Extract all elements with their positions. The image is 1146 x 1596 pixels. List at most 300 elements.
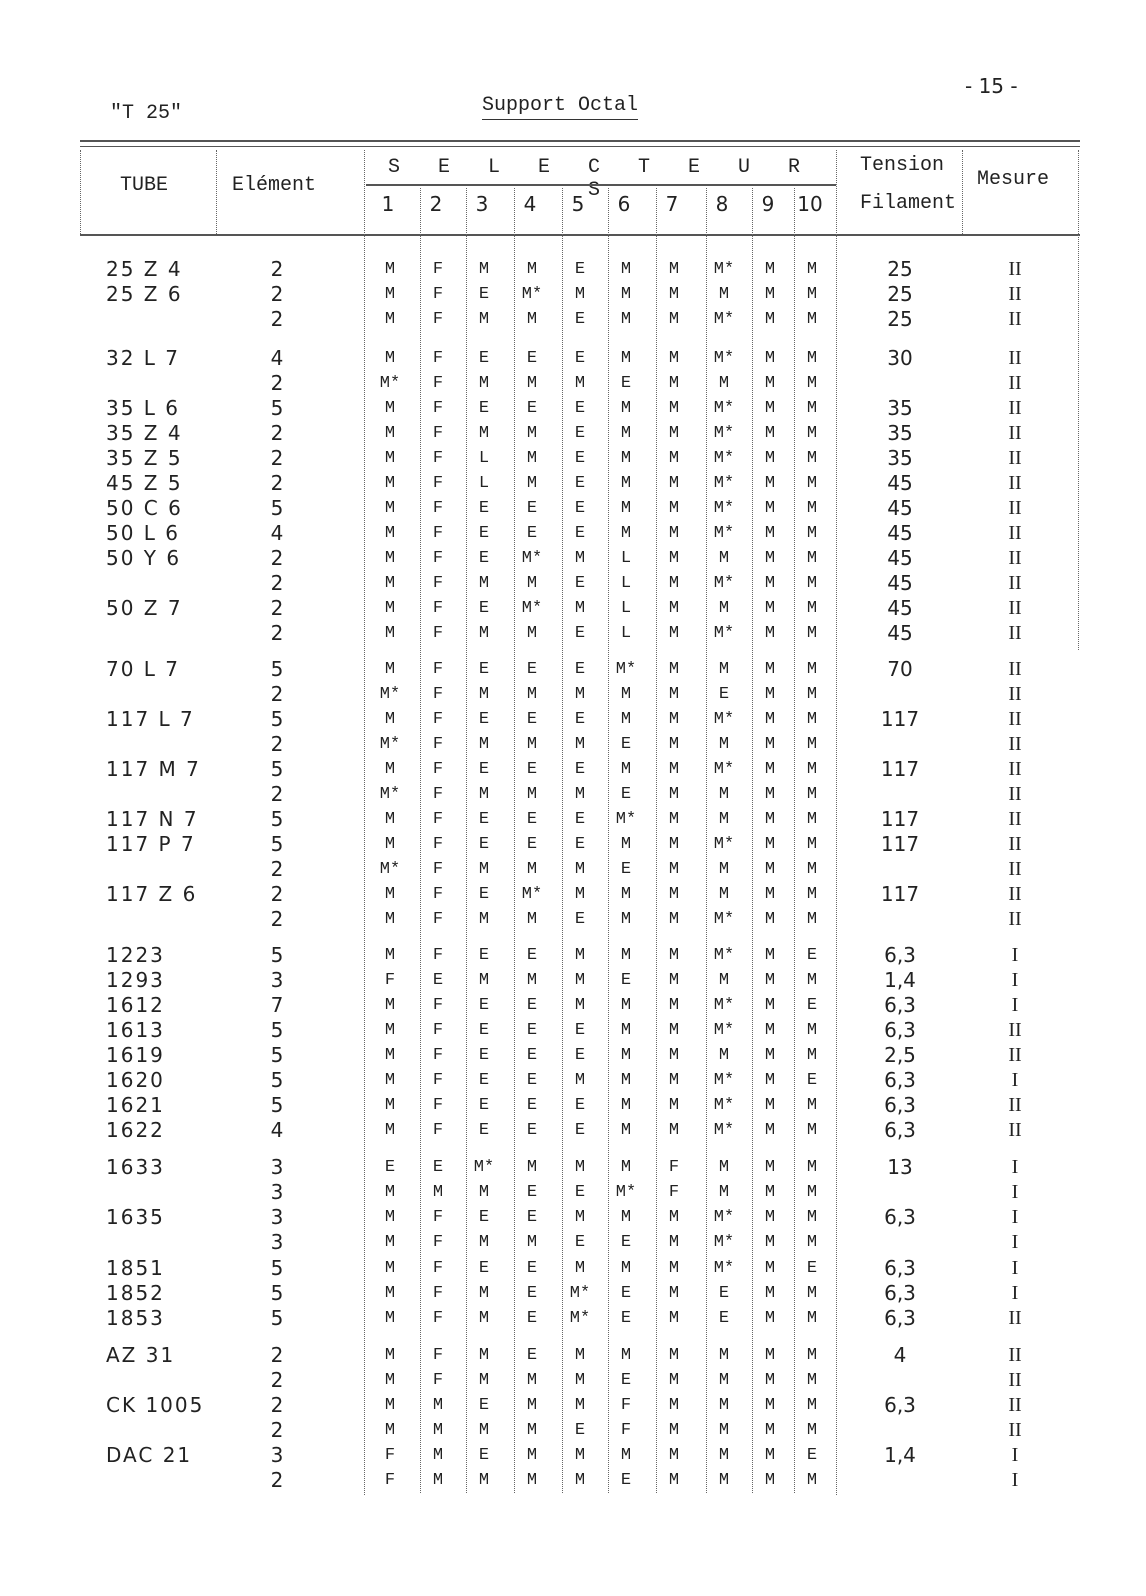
tube-name: 25 Z 6 — [106, 282, 183, 306]
selector-value: M — [620, 1208, 632, 1227]
selector-value: M — [764, 549, 776, 568]
selector-value: M — [668, 260, 680, 279]
selector-value: M — [718, 1446, 730, 1465]
selector-value: M — [806, 374, 818, 393]
tension-value: 6,3 — [884, 1306, 916, 1330]
mesure-value: II — [1008, 708, 1022, 730]
selector-value: M — [806, 260, 818, 279]
col-header-element: Elément — [232, 174, 317, 197]
selector-value: M — [668, 835, 680, 854]
selector-value: F — [432, 310, 444, 329]
tube-name: 117 P 7 — [106, 832, 196, 856]
selector-value: L — [620, 574, 632, 593]
selector-value: M — [384, 285, 396, 304]
selector-value: M — [574, 685, 586, 704]
mesure-value: II — [1008, 258, 1022, 280]
selector-value: F — [432, 785, 444, 804]
selector-value: E — [526, 1309, 538, 1328]
element-count: 5 — [270, 396, 284, 420]
selector-value: E — [620, 860, 632, 879]
element-count: 2 — [270, 621, 284, 645]
mesure-value: II — [1008, 547, 1022, 569]
selector-value: M — [764, 860, 776, 879]
selector-value: M — [384, 1096, 396, 1115]
selector-value: M — [620, 474, 632, 493]
selector-value: M — [718, 785, 730, 804]
selector-value: M — [478, 1471, 490, 1490]
selector-value: M — [620, 1346, 632, 1365]
mesure-value: II — [1008, 1019, 1022, 1041]
selector-value: M — [574, 599, 586, 618]
selector-value: M — [478, 1233, 490, 1252]
element-count: 2 — [270, 782, 284, 806]
selector-value: M — [526, 860, 538, 879]
tension-value: 6,3 — [884, 1205, 916, 1229]
selector-value: M — [384, 1071, 396, 1090]
tube-name: 1851 — [106, 1256, 165, 1280]
selector-value: E — [620, 1471, 632, 1490]
selector-value: M — [806, 399, 818, 418]
selector-value: M — [668, 1371, 680, 1390]
selector-value: E — [526, 1096, 538, 1115]
selector-value: F — [432, 1259, 444, 1278]
col-header-selecteurs: S E L E C T E U R S — [387, 156, 814, 202]
selector-value: E — [526, 660, 538, 679]
selector-value: M — [574, 1208, 586, 1227]
mesure-value: I — [1011, 1206, 1019, 1228]
selector-value: M — [806, 1208, 818, 1227]
selector-value: M — [478, 1309, 490, 1328]
selector-value: M — [764, 760, 776, 779]
element-count: 2 — [270, 546, 284, 570]
tension-value: 45 — [887, 521, 913, 545]
selector-value: M* — [713, 424, 735, 443]
selector-value: E — [574, 524, 586, 543]
tube-name: 45 Z 5 — [106, 471, 183, 495]
selector-value: E — [526, 710, 538, 729]
selector-value: M — [764, 1233, 776, 1252]
selector-value: M* — [379, 685, 401, 704]
selector-value: M — [574, 785, 586, 804]
selector-value: M — [668, 399, 680, 418]
tension-value: 117 — [880, 707, 920, 731]
selector-value: E — [526, 1284, 538, 1303]
selector-value: L — [620, 549, 632, 568]
selector-value: M — [432, 1471, 444, 1490]
mesure-value: II — [1008, 283, 1022, 305]
tension-value: 13 — [887, 1155, 913, 1179]
selector-value: F — [432, 1371, 444, 1390]
selector-value: M — [384, 996, 396, 1015]
selector-value: E — [620, 785, 632, 804]
selector-value: M* — [713, 946, 735, 965]
selector-value: M — [574, 1471, 586, 1490]
selector-value: M — [384, 549, 396, 568]
mesure-value: I — [1011, 944, 1019, 966]
selector-value: M* — [615, 660, 637, 679]
selector-value: E — [478, 1021, 490, 1040]
selector-value: M — [764, 1021, 776, 1040]
selector-value: M — [668, 349, 680, 368]
selector-value: E — [620, 735, 632, 754]
selector-value: M — [526, 374, 538, 393]
selector-value: M — [718, 549, 730, 568]
mesure-value: II — [1008, 658, 1022, 680]
selector-value: M — [668, 735, 680, 754]
element-count: 7 — [270, 993, 284, 1017]
selector-value: M — [764, 1396, 776, 1415]
selector-value: M — [668, 624, 680, 643]
selector-value: M — [668, 1046, 680, 1065]
selector-value: M — [806, 574, 818, 593]
selector-value: M — [668, 285, 680, 304]
tension-value: 117 — [880, 882, 920, 906]
selector-value: M — [526, 1446, 538, 1465]
mesure-value: II — [1008, 758, 1022, 780]
tension-value: 6,3 — [884, 1118, 916, 1142]
selector-value: M* — [713, 399, 735, 418]
selector-value: F — [384, 1446, 396, 1465]
selector-value: E — [574, 760, 586, 779]
selector-value: M — [806, 1421, 818, 1440]
selector-value: M — [620, 499, 632, 518]
tension-value: 117 — [880, 832, 920, 856]
selector-value: F — [432, 474, 444, 493]
selector-value: E — [526, 1021, 538, 1040]
tube-name: 117 N 7 — [106, 807, 199, 831]
element-count: 2 — [270, 732, 284, 756]
selector-value: M — [574, 971, 586, 990]
selector-value: M — [478, 971, 490, 990]
selector-value: M* — [713, 499, 735, 518]
selector-value: M* — [713, 1096, 735, 1115]
mesure-value: II — [1008, 572, 1022, 594]
selector-value: M — [478, 1284, 490, 1303]
selector-value: M — [668, 1309, 680, 1328]
selector-value: F — [432, 399, 444, 418]
selector-value: M — [764, 1446, 776, 1465]
selector-value: F — [432, 260, 444, 279]
selector-value: F — [432, 374, 444, 393]
selector-value: M — [764, 1183, 776, 1202]
selector-value: M — [526, 1233, 538, 1252]
element-count: 4 — [270, 521, 284, 545]
selector-value: M — [764, 399, 776, 418]
selector-value: E — [574, 1121, 586, 1140]
selector-value: M — [574, 885, 586, 904]
selector-value: M — [718, 599, 730, 618]
selector-value: M — [668, 996, 680, 1015]
tension-value: 6,3 — [884, 1393, 916, 1417]
mesure-value: II — [1008, 447, 1022, 469]
selector-value: E — [526, 399, 538, 418]
selector-value: E — [384, 1158, 396, 1177]
tension-value: 35 — [887, 396, 913, 420]
selector-value: F — [384, 971, 396, 990]
mesure-value: I — [1011, 1257, 1019, 1279]
selector-value: M — [620, 946, 632, 965]
selector-value: M* — [379, 860, 401, 879]
selector-value: F — [432, 1208, 444, 1227]
selector-value: E — [620, 1233, 632, 1252]
selector-value: M — [668, 1259, 680, 1278]
selector-value: L — [478, 449, 490, 468]
selector-value: M — [574, 1346, 586, 1365]
selector-value: M — [620, 910, 632, 929]
selector-value: M — [764, 1284, 776, 1303]
col-divider-selecteurs — [836, 150, 837, 1495]
selector-value: M — [668, 946, 680, 965]
selector-value: M — [478, 685, 490, 704]
element-count: 5 — [270, 807, 284, 831]
selector-value: E — [478, 1046, 490, 1065]
selector-value: M* — [569, 1309, 591, 1328]
selector-value: M — [806, 549, 818, 568]
element-count: 3 — [270, 1230, 284, 1254]
selector-value: E — [718, 685, 730, 704]
tube-name: 117 Z 6 — [106, 882, 198, 906]
selector-value: M — [574, 549, 586, 568]
selector-value: E — [478, 1096, 490, 1115]
selector-value: M — [718, 285, 730, 304]
selector-value: M — [764, 1096, 776, 1115]
selector-value: M — [668, 1233, 680, 1252]
selector-value: M — [764, 524, 776, 543]
tension-value: 117 — [880, 807, 920, 831]
selector-value: E — [574, 1183, 586, 1202]
mesure-value: II — [1008, 1369, 1022, 1391]
selector-value: M — [478, 374, 490, 393]
tension-value: 25 — [887, 257, 913, 281]
element-count: 2 — [270, 471, 284, 495]
selector-value: E — [574, 424, 586, 443]
selector-value: M — [620, 449, 632, 468]
selector-value: M — [478, 574, 490, 593]
selector-value: M — [384, 1259, 396, 1278]
selector-value: M — [668, 785, 680, 804]
selector-value: M — [764, 1471, 776, 1490]
selector-value: E — [478, 835, 490, 854]
selector-value: M — [384, 810, 396, 829]
element-count: 2 — [270, 1368, 284, 1392]
element-count: 5 — [270, 1068, 284, 1092]
selector-value: F — [432, 449, 444, 468]
mesure-value: II — [1008, 733, 1022, 755]
selector-value: M — [526, 574, 538, 593]
mesure-value: I — [1011, 1282, 1019, 1304]
selector-value: E — [526, 1346, 538, 1365]
selector-value: M* — [713, 1208, 735, 1227]
selector-value: M — [668, 685, 680, 704]
element-count: 2 — [270, 282, 284, 306]
selector-value: M — [478, 310, 490, 329]
element-count: 2 — [270, 857, 284, 881]
element-count: 2 — [270, 1393, 284, 1417]
selector-value: E — [526, 349, 538, 368]
selector-value: M — [806, 1121, 818, 1140]
selector-value: M — [764, 310, 776, 329]
selector-value: E — [574, 349, 586, 368]
selector-value: E — [478, 285, 490, 304]
selector-value: M — [668, 599, 680, 618]
col-divider-element — [364, 150, 365, 1495]
tension-value: 45 — [887, 596, 913, 620]
selector-value: M — [384, 524, 396, 543]
element-count: 5 — [270, 1281, 284, 1305]
selector-value: M — [574, 285, 586, 304]
selector-value: M — [718, 1346, 730, 1365]
tension-value: 45 — [887, 571, 913, 595]
element-count: 2 — [270, 882, 284, 906]
selector-value: E — [574, 1233, 586, 1252]
selector-value: M — [806, 785, 818, 804]
col-header-tube: TUBE — [120, 174, 169, 197]
tube-name: 1635 — [106, 1205, 165, 1229]
selector-value: F — [668, 1183, 680, 1202]
selector-value: M — [668, 1071, 680, 1090]
selector-value: E — [478, 996, 490, 1015]
selector-value: M — [620, 424, 632, 443]
selector-value: E — [574, 835, 586, 854]
selector-value: M — [668, 449, 680, 468]
tube-name: DAC 21 — [106, 1443, 193, 1467]
selector-value: M — [806, 1096, 818, 1115]
selector-value: F — [432, 685, 444, 704]
selector-value: M* — [521, 599, 543, 618]
selector-value: E — [478, 660, 490, 679]
selector-value: M — [806, 1021, 818, 1040]
selector-value: M — [384, 574, 396, 593]
selector-value: M — [478, 735, 490, 754]
selector-value: M — [574, 996, 586, 1015]
selector-value: F — [432, 349, 444, 368]
selector-value: M — [526, 971, 538, 990]
selector-value: E — [574, 499, 586, 518]
selector-value: E — [620, 1371, 632, 1390]
selector-value: M — [668, 860, 680, 879]
selector-value: M — [764, 424, 776, 443]
col-divider-left — [80, 150, 81, 234]
selector-value: M — [806, 710, 818, 729]
tension-value: 6,3 — [884, 1093, 916, 1117]
selector-value: M — [432, 1446, 444, 1465]
selector-value: E — [574, 1421, 586, 1440]
tube-name: CK 1005 — [106, 1393, 205, 1417]
selector-value: M — [806, 1183, 818, 1202]
selector-number: 5 — [571, 192, 585, 216]
selector-value: E — [478, 1446, 490, 1465]
selector-value: M — [806, 835, 818, 854]
selector-value: M — [384, 1021, 396, 1040]
selector-value: M — [806, 1046, 818, 1065]
selector-value: M — [526, 785, 538, 804]
selector-value: M — [806, 971, 818, 990]
selector-value: M — [620, 1046, 632, 1065]
tube-name: 117 L 7 — [106, 707, 195, 731]
selector-value: M — [526, 474, 538, 493]
tube-name: 1612 — [106, 993, 165, 1017]
tube-name: 70 L 7 — [106, 657, 181, 681]
selector-value: F — [432, 549, 444, 568]
selector-value: M* — [713, 910, 735, 929]
selector-value: M — [764, 735, 776, 754]
selector-value: M* — [713, 996, 735, 1015]
selector-value: M — [668, 810, 680, 829]
selector-value: M — [668, 424, 680, 443]
selector-value: F — [432, 1346, 444, 1365]
selector-value: M — [478, 1421, 490, 1440]
selector-value: E — [526, 1071, 538, 1090]
selector-value: M — [668, 1346, 680, 1365]
selector-value: F — [432, 860, 444, 879]
mesure-value: II — [1008, 683, 1022, 705]
selector-value: M — [384, 349, 396, 368]
mesure-value: II — [1008, 808, 1022, 830]
selector-value: E — [478, 1121, 490, 1140]
selector-value: E — [478, 810, 490, 829]
selector-value: M — [384, 599, 396, 618]
selector-value: M* — [713, 1021, 735, 1040]
selector-value: M — [620, 260, 632, 279]
selector-value: F — [432, 1046, 444, 1065]
selector-value: F — [432, 574, 444, 593]
mesure-value: II — [1008, 372, 1022, 394]
selector-value: M — [764, 910, 776, 929]
mesure-value: I — [1011, 994, 1019, 1016]
selector-value: M* — [615, 1183, 637, 1202]
selector-value: M — [764, 1208, 776, 1227]
selector-value: F — [432, 1309, 444, 1328]
selector-value: M — [718, 660, 730, 679]
selector-value: E — [620, 971, 632, 990]
selector-value: M* — [379, 785, 401, 804]
mesure-value: I — [1011, 1444, 1019, 1466]
selector-value: F — [620, 1396, 632, 1415]
selector-value: M — [806, 910, 818, 929]
selector-value: M* — [473, 1158, 495, 1177]
element-count: 2 — [270, 1468, 284, 1492]
selector-value: M — [478, 1346, 490, 1365]
selector-value: M — [620, 524, 632, 543]
element-count: 2 — [270, 446, 284, 470]
tension-value: 35 — [887, 421, 913, 445]
mesure-value: II — [1008, 347, 1022, 369]
selector-value: M — [718, 1471, 730, 1490]
selector-value: M — [574, 1158, 586, 1177]
selector-number: 10 — [797, 192, 823, 216]
page-number: - 15 - — [965, 74, 1018, 98]
selector-value: M — [668, 971, 680, 990]
selector-value: M — [718, 1421, 730, 1440]
selector-value: M — [806, 735, 818, 754]
selector-value: M — [620, 285, 632, 304]
selector-value: E — [526, 946, 538, 965]
selector-value: M — [620, 1021, 632, 1040]
mesure-value: II — [1008, 1044, 1022, 1066]
selector-value: M — [764, 1121, 776, 1140]
element-count: 3 — [270, 1180, 284, 1204]
selector-value: M — [574, 860, 586, 879]
selector-value: M — [806, 1309, 818, 1328]
selector-value: E — [574, 1046, 586, 1065]
mesure-value: II — [1008, 397, 1022, 419]
selector-value: M — [478, 910, 490, 929]
tension-value: 6,3 — [884, 1018, 916, 1042]
selector-value: E — [574, 474, 586, 493]
tension-value: 30 — [887, 346, 913, 370]
selector-value: E — [526, 499, 538, 518]
tube-name: 1852 — [106, 1281, 165, 1305]
